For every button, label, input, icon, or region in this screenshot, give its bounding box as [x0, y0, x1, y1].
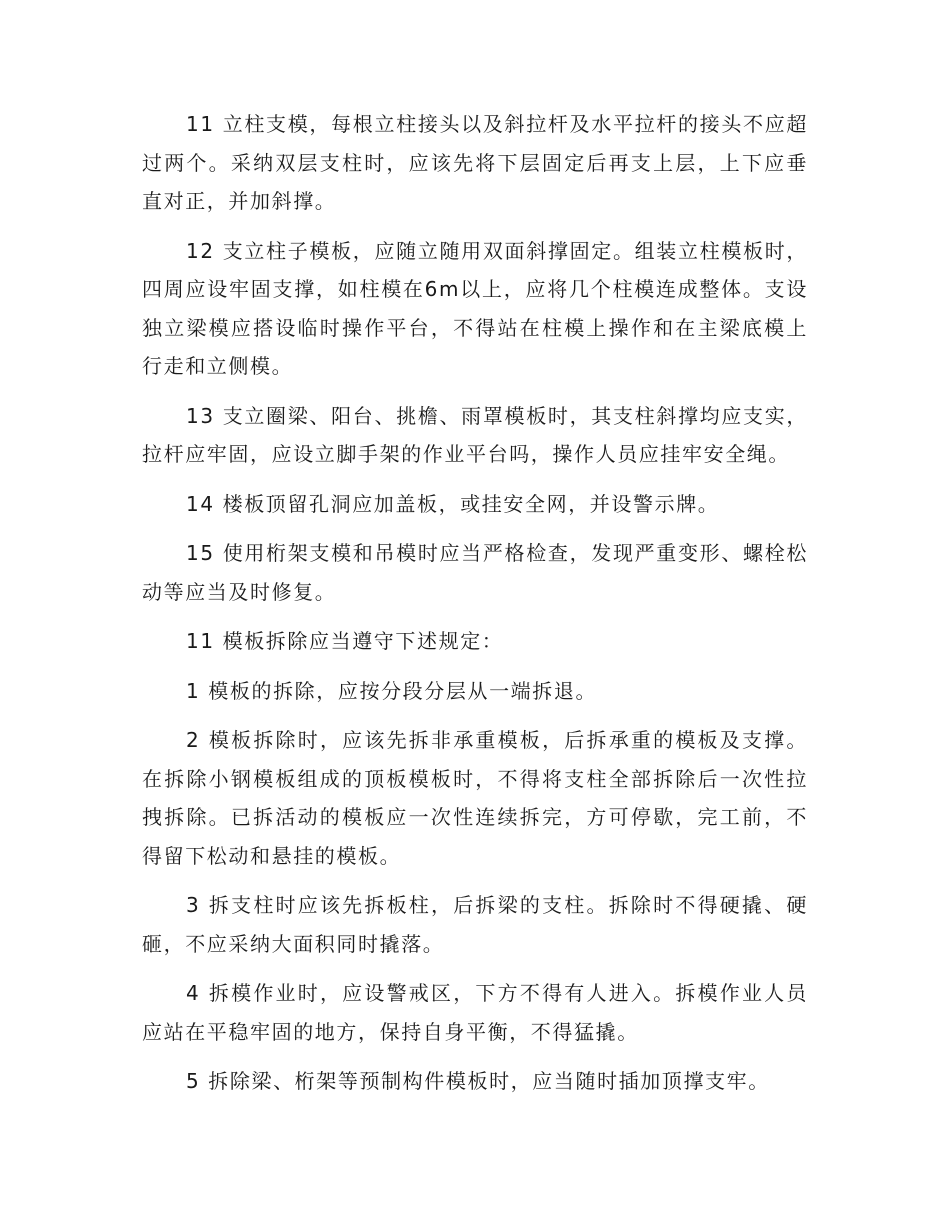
paragraph-removal-rule-4: 4 拆模作业时，应设警戒区，下方不得有人进入。拆模作业人员应站在平稳牢固的地方，保持自身平衡，不得猛撬。 — [142, 981, 808, 1044]
paragraph-removal-heading: 11 模板拆除应当遵守下述规定： — [186, 629, 504, 653]
paragraph-truss-formwork: 15 使用桁架支模和吊模时应当严格检查，发现严重变形、螺栓松动等应当及时修复。 — [142, 541, 808, 604]
paragraph-removal-rule-5: 5 拆除梁、桁架等预制构件模板时，应当随时插加顶撑支牢。 — [186, 1069, 770, 1093]
document-page — [142, 105, 808, 1112]
paragraph-removal-rule-3: 3 拆支柱时应该先拆板柱，后拆梁的支柱。拆除时不得硬撬、硬砸，不应采纳大面积同时撬落。 — [142, 893, 808, 956]
paragraph-removal-rule-1: 1 模板的拆除，应按分段分层从一端拆退。 — [186, 678, 598, 703]
paragraph-removal-rule-2: 2 模板拆除时，应该先拆非承重模板，后拆承重的模板及支撑。在拆除小钢模板组成的顶板模板时，不得将支柱全部拆除后一次性拉拽拆除。已拆活动的模板应一次性连续拆完，方可停歇，完工前，不得留下松动和悬挂的模板。 — [142, 728, 808, 868]
paragraph-ring-beam-balcony: 13 支立圈梁、阳台、挑檐、雨罩模板时，其支柱斜撑均应支实，拉杆应牢固，应设立脚手架的作业平台吗，操作人员应挂牢安全绳。 — [142, 403, 808, 466]
paragraph-column-splice-rule: 11 立柱支模，每根立柱接头以及斜拉杆及水平拉杆的接头不应超过两个。采纳双层支柱时，应该先将下层固定后再支上层，上下应垂直对正，并加斜撑。 — [142, 112, 808, 213]
paragraph-floor-openings: 14 楼板顶留孔洞应加盖板，或挂安全网，并设警示牌。 — [186, 491, 720, 516]
paragraph-column-formwork: 12 支立柱子模板，应随立随用双面斜撑固定。组装立柱模板时，四周应设牢固支撑，如柱模在6m以上，应将几个柱模连成整体。支设独立梁模应搭设临时操作平台，不得站在柱模上操作和在主梁底模上行走和立侧模。 — [142, 238, 808, 378]
